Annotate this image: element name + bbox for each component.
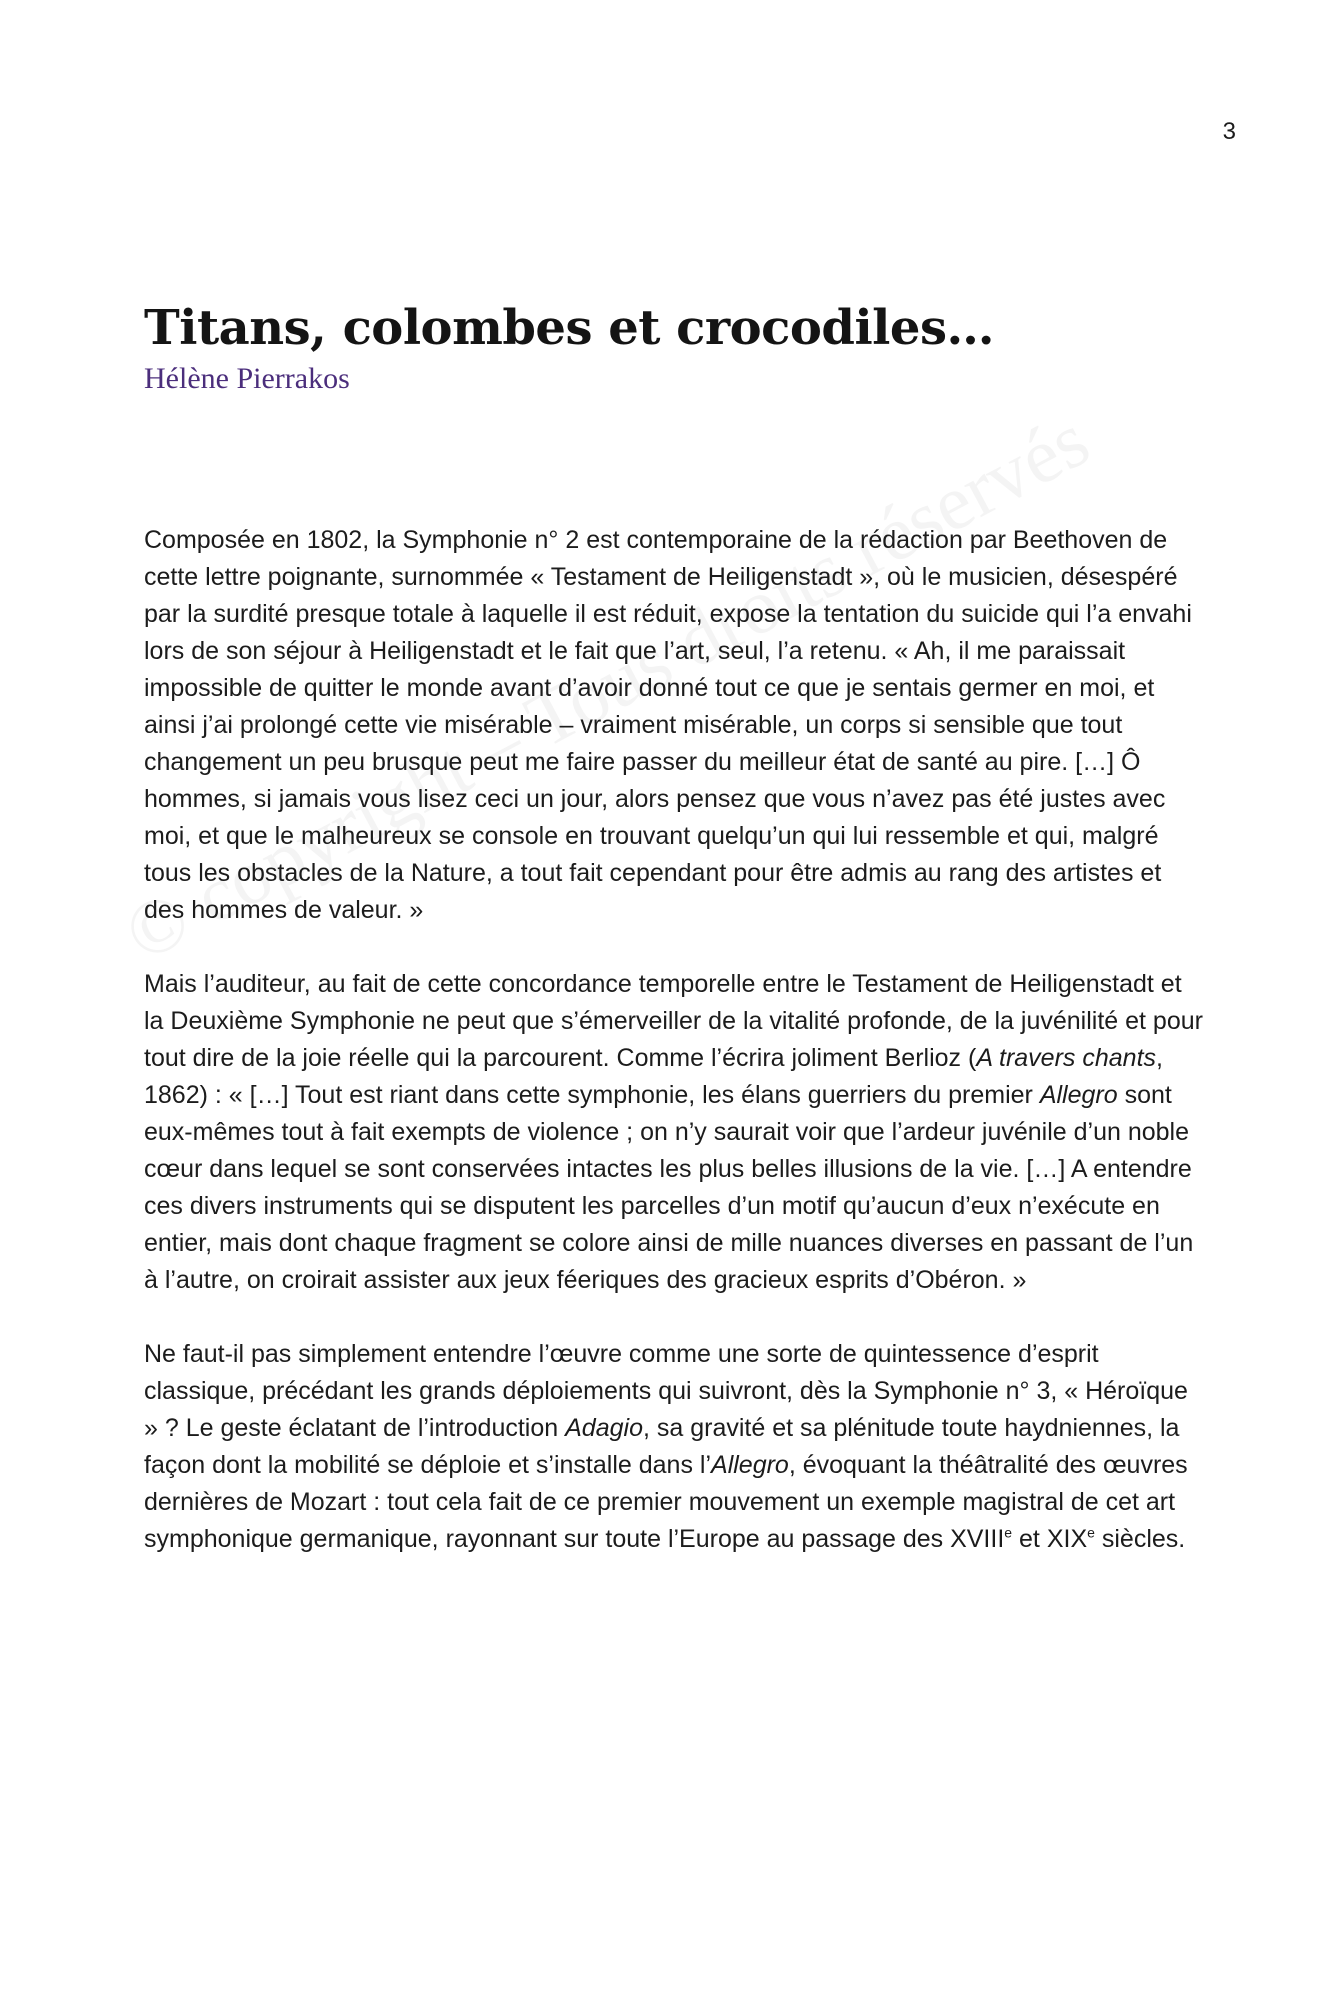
italic-text: Allegro xyxy=(711,1451,789,1479)
paragraph xyxy=(144,966,1204,1299)
text-run: Mais l’auditeur, au fait de cette concordance temporelle entre le Testament de Heiligenstadt et la Deuxième Symphonie ne peut que s’émerveiller de la vitalité profonde, de la juvénilité et pour tout dire de la joie réelle qui la parcourent. Comme l’écrira joliment Berlioz ( xyxy=(144,970,1203,1072)
text-run: Ne faut-il pas simplement entendre l’œuvre comme une sorte de quintessence d’esprit classique, précédant les grands déploiements qui suivront, dès la Symphonie n° 3, « Héroïque » ? Le geste éclatant de l’introduction xyxy=(144,1340,1188,1442)
text-run: , 1862) : « […] Tout est riant dans cette symphonie, les élans guerriers du premier xyxy=(144,1044,1163,1109)
italic-text: Adagio xyxy=(565,1414,643,1442)
paragraph xyxy=(144,1336,1204,1558)
superscript-text: e xyxy=(1004,1524,1013,1541)
text-run: Composée en 1802, la Symphonie n° 2 est contemporaine de la rédaction par Beethoven de cette lettre poignante, surnommée « Testament de Heiligenstadt », où le musicien, désespéré par la surdité presque totale à laquelle il est réduit, expose la tentation du suicide qui l’a envahi lors de son séjour à Heiligenstadt et le fait que l’art, seul, l’a retenu. « Ah, il me paraissait impossible de quitter le monde avant d’avoir donné tout ce que je sentais germer en moi, et ainsi j’ai prolongé cette vie misérable – vraiment misérable, un corps si sensible que tout changement un peu brusque peut me faire passer du meilleur état de santé au pire. […] Ô hommes, si jamais vous lisez ceci un jour, alors pensez que vous n’avez pas été justes avec moi, et que le malheureux se console en trouvant quelqu’un qui lui ressemble et qui, malgré tous les obstacles de la Nature, a tout fait cependant pour être admis au rang des artistes et des hommes de valeur. » xyxy=(144,526,1192,924)
italic-text: Allegro xyxy=(1039,1081,1118,1109)
page-number: 3 xyxy=(1222,118,1236,145)
article-body xyxy=(144,522,1204,1595)
text-run: et XIX xyxy=(1012,1525,1088,1553)
text-run: , sa gravité et sa plénitude toute haydniennes, la façon dont la mobilité se déploie et s’installe dans l’ xyxy=(144,1414,1180,1479)
article-header xyxy=(144,296,1194,398)
article-author: Hélène Pierrakos xyxy=(144,362,350,395)
italic-text: A travers chants xyxy=(976,1044,1157,1072)
text-run: sont eux-mêmes tout à fait exempts de violence ; on n’y saurait voir que l’ardeur juvénile d’un noble cœur dans lequel se sont conservées intactes les plus belles illusions de la vie. […] A entendre ces divers instruments qui se disputent les parcelles d’un motif qu’aucun d’eux n’exécute en entier, mais dont chaque fragment se colore ainsi de mille nuances diverses en passant de l’un à l’autre, on croirait assister aux jeux féeriques des gracieux esprits d’Obéron. » xyxy=(144,1081,1194,1294)
text-run: , évoquant la théâtralité des œuvres dernières de Mozart : tout cela fait de ce premier mouvement un exemple magistral de cet art symphonique germanique, rayonnant sur toute l’Europe au passage des XVIII xyxy=(144,1451,1188,1553)
article-title: Titans, colombes et crocodiles… xyxy=(144,300,994,356)
paragraph xyxy=(144,522,1204,929)
superscript-text: e xyxy=(1087,1524,1095,1541)
text-run: siècles. xyxy=(1094,1525,1186,1553)
